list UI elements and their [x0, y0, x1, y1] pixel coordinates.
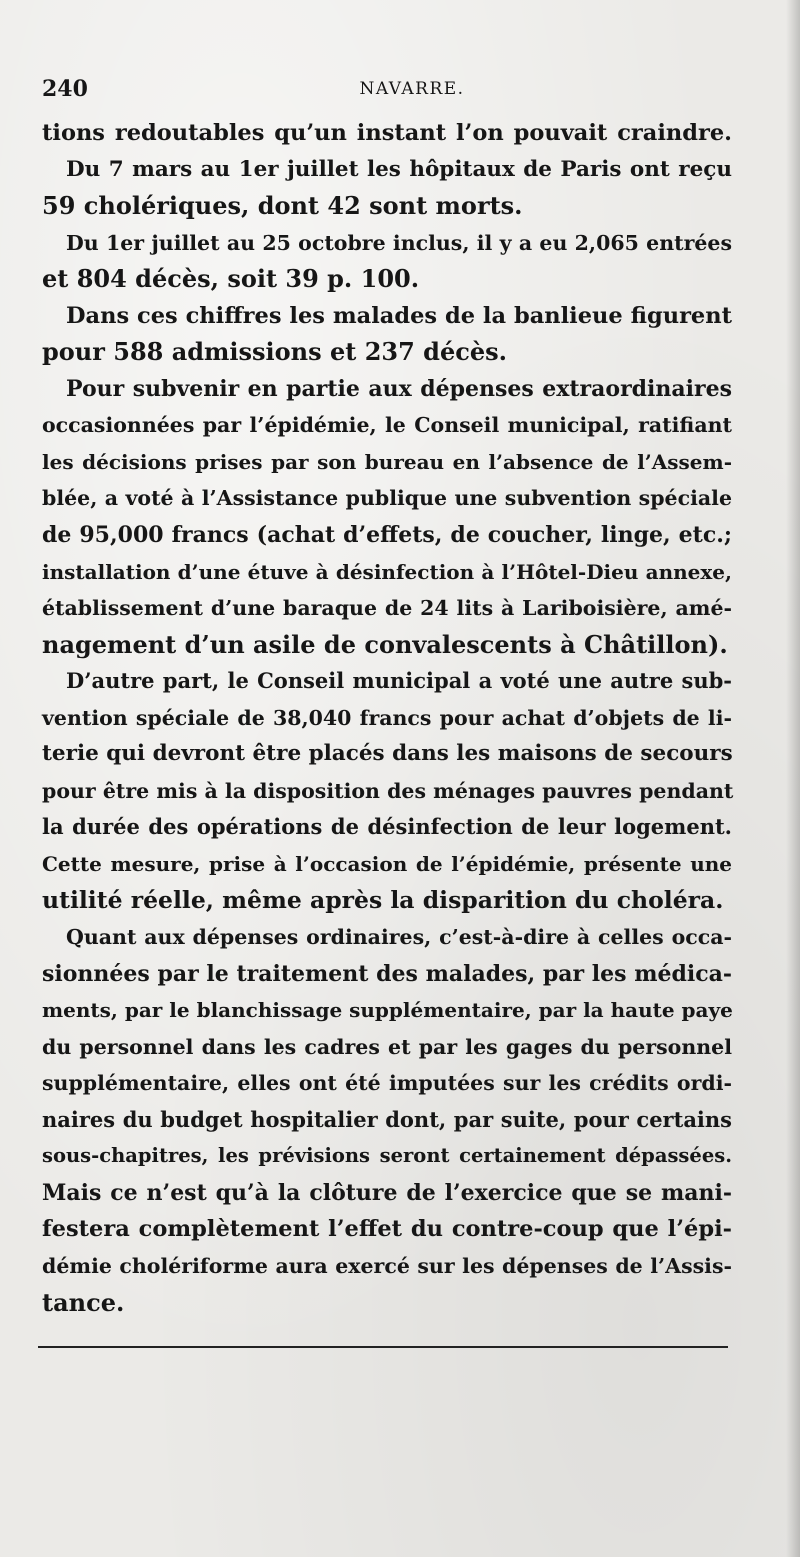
text-line: utilité réelle, même après la disparition du choléra.: [42, 886, 724, 915]
text-line: sous-chapitres, les prévisions seront certainement dépassées.: [42, 1144, 732, 1168]
text-line: Quant aux dépenses ordinaires, c’est-à-dire à celles occa-: [66, 925, 732, 950]
text-line: supplémentaire, elles ont été imputées sur les crédits ordi-: [42, 1071, 732, 1096]
text-line: pour 588 admissions et 237 décès.: [42, 337, 507, 367]
text-line: établissement d’une baraque de 24 lits à Lariboisière, amé-: [42, 596, 732, 621]
page-header: [42, 76, 742, 102]
text-line: Dans ces chiffres les malades de la banlieue figurent: [66, 302, 732, 329]
running-title: NAVARRE.: [359, 79, 465, 99]
bottom-rule: [38, 1346, 728, 1348]
text-line: Mais ce n’est qu’à la clôture de l’exercice que se mani-: [42, 1179, 732, 1206]
text-line: et 804 décès, soit 39 p. 100.: [42, 264, 420, 294]
text-line: occasionnées par l’épidémie, le Conseil municipal, ratifiant: [42, 413, 732, 438]
page-number: 240: [42, 76, 88, 102]
text-line: terie qui devront être placés dans les maisons de secours: [42, 741, 733, 767]
body-text: [42, 115, 732, 1321]
text-line: Pour subvenir en partie aux dépenses extraordinaires: [66, 375, 732, 402]
text-line: tance.: [42, 1287, 125, 1317]
page-edge-shadow: [786, 0, 800, 1557]
text-line: tions redoutables qu’un instant l’on pouvait craindre.: [42, 120, 732, 146]
text-line: Du 7 mars au 1er juillet les hôpitaux de Paris ont reçu: [66, 156, 732, 182]
text-line: pour être mis à la disposition des ménages pauvres pendant: [42, 778, 734, 803]
text-line: installation d’une étuve à désinfection à l’Hôtel-Dieu annexe,: [42, 559, 732, 584]
text-line: Du 1er juillet au 25 octobre inclus, il y a eu 2,065 entrées: [66, 230, 732, 255]
text-line: Cette mesure, prise à l’occasion de l’épidémie, présente une: [42, 851, 732, 876]
text-line: 59 cholériques, dont 42 sont morts.: [42, 191, 523, 221]
text-line: ments, par le blanchissage supplémentaire, par la haute paye: [42, 998, 733, 1023]
text-line: démie cholériforme aura exercé sur les dépenses de l’Assis-: [42, 1253, 732, 1278]
text-line: blée, a voté à l’Assistance publique une subvention spéciale: [42, 486, 732, 511]
text-line: vention spéciale de 38,040 francs pour achat d’objets de li-: [42, 705, 732, 730]
text-line: naires du budget hospitalier dont, par suite, pour certains: [42, 1106, 732, 1132]
text-line: sionnées par le traitement des malades, par les médica-: [42, 960, 732, 987]
text-line: du personnel dans les cadres et par les gages du personnel: [42, 1034, 732, 1059]
text-line: de 95,000 francs (achat d’effets, de coucher, linge, etc.;: [42, 522, 732, 549]
text-line: D’autre part, le Conseil municipal a voté une autre sub-: [66, 668, 732, 694]
text-line: festera complètement l’effet du contre-coup que l’épi-: [42, 1216, 732, 1243]
text-line: les décisions prises par son bureau en l’absence de l’Assem-: [42, 449, 732, 474]
text-line: nagement d’un asile de convalescents à Châtillon).: [42, 629, 728, 659]
text-line: la durée des opérations de désinfection de leur logement.: [42, 814, 732, 840]
